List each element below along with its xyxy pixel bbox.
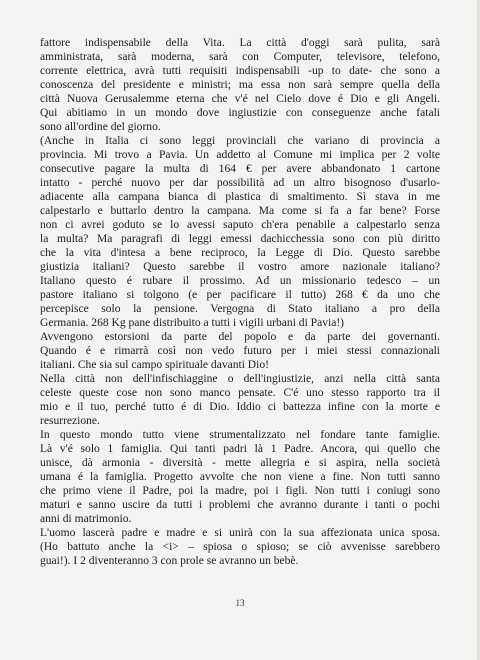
text-line: intatto - perché nuovo per dar possibilità ad un altro bisognoso d'usarlo- xyxy=(40,177,440,189)
text-line: che primo viene il Padre, poi la madre, poi i figli. Non tutti i coniugi sono xyxy=(40,485,440,497)
text-line: provincia. Mi trovo a Pavia. Un addetto al Comune mi implica per 2 volte xyxy=(40,149,440,161)
text-line: anni di matrimonio. xyxy=(40,513,132,525)
text-line: italiani. Che sia sul campo spirituale davanti Dio! xyxy=(40,359,269,371)
paragraph-pavia-fine xyxy=(40,134,440,330)
text-line: calpestarlo e buttarlo dentro la campana. Ma come si fa a far bene? Forse xyxy=(40,205,440,217)
text-line: Qui abitiamo in un mondo dove ingiustizie con conseguenze anche fatali xyxy=(40,107,440,119)
text-line: adiacente alla campana bianca di plastica di smaltimento. Sì stava in me xyxy=(40,191,440,203)
text-line: Avvengono estorsioni da parte del popolo e da parte dei governanti. xyxy=(40,331,440,343)
text-line: giustizia italiani? Questo sarebbe il vostro amore nazionale italiano? xyxy=(40,261,440,273)
text-line: amministrata, sarà moderna, sarà con Computer, televisore, telefono, xyxy=(40,51,440,63)
text-line: città Nuova Gerusalemme eterna che v'é nel Cielo dove é Dio e gli Angeli. xyxy=(40,93,440,105)
text-line: corrente elettrica, avrà tutti requisiti indispensabili -up to date- che sono a xyxy=(40,65,440,77)
text-line: (Ho battuto anche la <i> – spiosa o spioso; se ciò avvenisse sarebbero xyxy=(40,541,440,553)
text-line: conoscenza del presidente e ministri; ma essa non sarà sempre quella della xyxy=(40,79,440,91)
text-line: pastore italiano si tolgono (e per pacificare il tutto) 268 € da uno che xyxy=(40,289,440,301)
text-line: Italiano questo é rubare il prossimo. Ad un missionario tedesco – un xyxy=(40,275,440,287)
text-line: L'uomo lascerà padre e madre e si unirà con la sua affezionata unica sposa. xyxy=(40,527,440,539)
text-line: unisce, dà armonia - diversità - mette allegria e si aspira, nella società xyxy=(40,457,440,469)
text-line: In questo mondo tutto viene strumentalizzato nel fondare tante famiglie. xyxy=(40,429,440,441)
text-line: la multa? Ma paragrafi di leggi emessi dachicchessia sono con più diritto xyxy=(40,233,440,245)
text-line: (Anche in Italia ci sono leggi provinciali che variano di provincia a xyxy=(40,135,440,147)
page-number: 13 xyxy=(235,598,245,608)
text-line: Quando é e rimarrà così non vedo futuro per i miei stessi connazionali xyxy=(40,345,440,357)
text-line: che la vita d'intesa a bene reciproco, la Legge di Dio. Questo sarebbe xyxy=(40,247,440,259)
text-line: sono all'ordine del giorno. xyxy=(40,121,161,133)
paragraph-holy-city xyxy=(40,372,440,428)
text-line: Là v'é solo 1 famiglia. Qui tanti padri là 1 Padre. Ancora, qui quello che xyxy=(40,443,440,455)
paragraph-marriage xyxy=(40,526,440,568)
page-body-text xyxy=(40,36,440,568)
text-line: consecutive pagare la multa di 164 € per avere abbandonato 1 cartone xyxy=(40,163,440,175)
text-line: non ci avrei goduto se lo avessi saputo ch'era penabile a calpestarlo senza xyxy=(40,219,440,231)
text-line: maturi e sanno uscire da tutti i problemi che avranno durante i tanti o pochi xyxy=(40,499,440,511)
text-line: resurrezione. xyxy=(40,415,100,427)
text-line: percepisce solo la pensione. Vergogna di Stato italiano a pro della xyxy=(40,303,440,315)
paragraph-family xyxy=(40,428,440,526)
text-line: Germania. 268 Kg pane distribuito a tutti i vigili urbani di Pavia!) xyxy=(40,317,345,329)
text-line: Nella città non dell'infischiaggine o dell'ingiustizie, anzi nella città santa xyxy=(40,373,440,385)
text-line: fattore indispensabile della Vita. La città d'oggi sarà pulita, sarà xyxy=(40,37,440,49)
text-line: mio e il tuo, perché tutto é di Dio. Iddio ci battezza infine con la morte e xyxy=(40,401,440,413)
text-line: guai!). I 2 diventeranno 3 con prole se avranno un bebè. xyxy=(40,555,299,567)
paragraph-city-of-today xyxy=(40,36,440,134)
paragraph-extortion xyxy=(40,330,440,372)
text-line: celeste queste cose non sono manco pensate. C'é uno stesso rapporto tra il xyxy=(40,387,440,399)
text-line: umana é la famiglia. Progetto avvolte che non viene a fine. Non tutti sanno xyxy=(40,471,440,483)
